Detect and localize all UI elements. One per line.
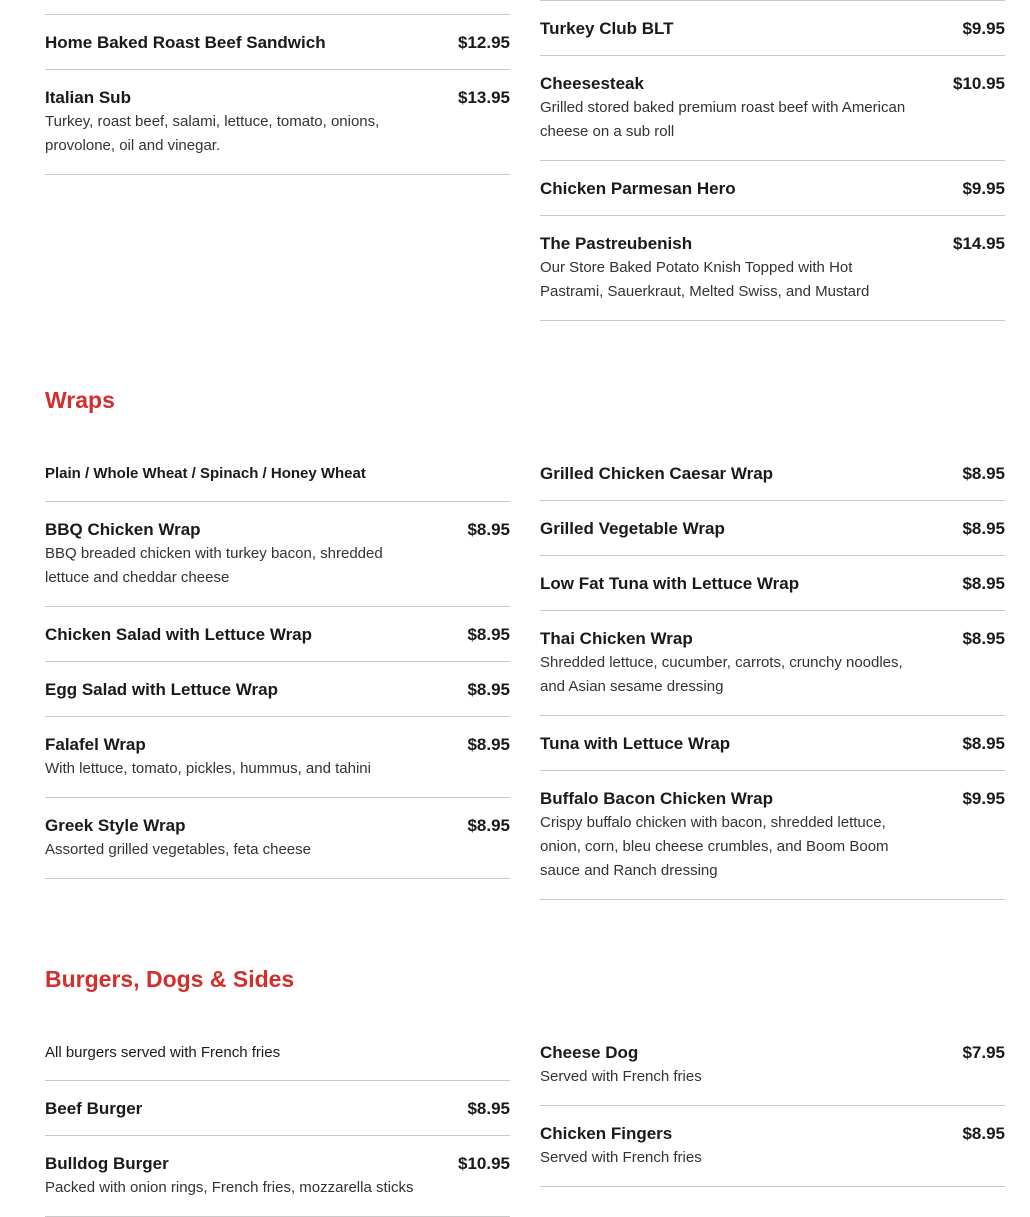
menu-item[interactable] [45,662,510,717]
item-price: $8.95 [467,625,510,644]
item-price: $8.95 [467,816,510,835]
burgers-left-column [45,1039,510,1217]
wraps-right-column [540,446,1005,900]
item-name: Bulldog Burger [45,1154,169,1173]
item-price: $13.95 [458,88,510,107]
item-name: Greek Style Wrap [45,816,186,835]
item-price: $8.95 [467,1099,510,1118]
item-price: $8.95 [467,520,510,539]
menu-item[interactable] [540,556,1005,611]
item-description: Our Store Baked Potato Knish Topped with Hot Pastrami, Sauerkraut, Melted Swiss, and Mustard [540,259,870,300]
item-name: Cheese Dog [540,1043,639,1062]
item-price: $8.95 [962,574,1005,593]
menu-item[interactable] [45,70,510,175]
menu-item[interactable] [540,771,1005,900]
item-description: Packed with onion rings, French fries, mozzarella sticks [45,1179,414,1196]
menu-item[interactable] [540,56,1005,161]
menu-item[interactable] [540,216,1005,321]
item-name: Thai Chicken Wrap [540,629,693,648]
item-name: Falafel Wrap [45,735,146,754]
section-title-wraps: Wraps [45,387,115,413]
item-description: With lettuce, tomato, pickles, hummus, and tahini [45,760,371,777]
item-price: $8.95 [962,519,1005,538]
item-price: $8.95 [962,464,1005,483]
menu-item[interactable] [45,1081,510,1136]
menu-item[interactable] [540,611,1005,716]
item-name: Chicken Parmesan Hero [540,179,736,198]
item-name: Grilled Chicken Caesar Wrap [540,464,774,483]
wraps-bread-options: Plain / Whole Wheat / Spinach / Honey Wheat [45,460,510,502]
wraps-left-column [45,460,510,879]
item-price: $8.95 [467,735,510,754]
menu-item[interactable] [540,1,1005,56]
menu-item[interactable] [45,607,510,662]
item-description: Turkey, roast beef, salami, lettuce, tomato, onions, provolone, oil and vinegar. [45,113,380,154]
menu-item[interactable] [45,717,510,798]
burgers-note: All burgers served with French fries [45,1039,510,1081]
item-description: BBQ breaded chicken with turkey bacon, shredded lettuce and cheddar cheese [45,545,383,586]
item-price: $7.95 [962,1043,1005,1062]
menu-item[interactable] [45,798,510,879]
item-name: Home Baked Roast Beef Sandwich [45,33,326,52]
menu-item[interactable] [540,1106,1005,1187]
item-description: Served with French fries [540,1068,702,1085]
menu-item[interactable] [540,161,1005,216]
item-price: $8.95 [962,1124,1005,1143]
item-name: BBQ Chicken Wrap [45,520,201,539]
item-name: Tuna with Lettuce Wrap [540,734,731,753]
item-price: $10.95 [953,74,1005,93]
burgers-right-column [540,1025,1005,1187]
item-price: $14.95 [953,234,1005,253]
menu-item[interactable] [540,446,1005,501]
item-description: Served with French fries [540,1149,702,1166]
sandwiches-right-column [540,0,1005,321]
item-price: $8.95 [962,734,1005,753]
item-name: Grilled Vegetable Wrap [540,519,725,538]
item-name: Beef Burger [45,1099,143,1118]
item-name: The Pastreubenish [540,234,693,253]
item-name: Italian Sub [45,88,131,107]
item-price: $9.95 [962,19,1005,38]
menu-item[interactable] [45,502,510,607]
menu-item[interactable] [540,716,1005,771]
item-price: $10.95 [458,1154,510,1173]
item-description: Grilled stored baked premium roast beef with American cheese on a sub roll [540,99,906,140]
menu-item[interactable] [540,501,1005,556]
item-price: $8.95 [467,680,510,699]
item-name: Egg Salad with Lettuce Wrap [45,680,278,699]
item-price: $8.95 [962,629,1005,648]
item-name: Chicken Fingers [540,1124,673,1143]
item-name: Turkey Club BLT [540,19,674,38]
menu-item[interactable] [45,15,510,70]
item-price: $9.95 [962,789,1005,808]
item-name: Buffalo Bacon Chicken Wrap [540,789,773,808]
item-description: Shredded lettuce, cucumber, carrots, crunchy noodles, and Asian sesame dressing [540,654,903,695]
item-price: $12.95 [458,33,510,52]
item-name: Chicken Salad with Lettuce Wrap [45,625,313,644]
item-name: Cheesesteak [540,74,644,93]
item-description: Assorted grilled vegetables, feta cheese [45,841,311,858]
menu-item[interactable] [45,1136,510,1217]
menu-item[interactable] [540,1025,1005,1106]
item-name: Low Fat Tuna with Lettuce Wrap [540,574,800,593]
divider [45,0,510,15]
section-title-burgers: Burgers, Dogs & Sides [45,966,295,992]
item-price: $9.95 [962,179,1005,198]
sandwiches-left-column [45,0,510,175]
item-description: Crispy buffalo chicken with bacon, shredded lettuce, onion, corn, bleu cheese crumbles, and Boom Boom sauce and Ranch dressing [540,814,889,879]
